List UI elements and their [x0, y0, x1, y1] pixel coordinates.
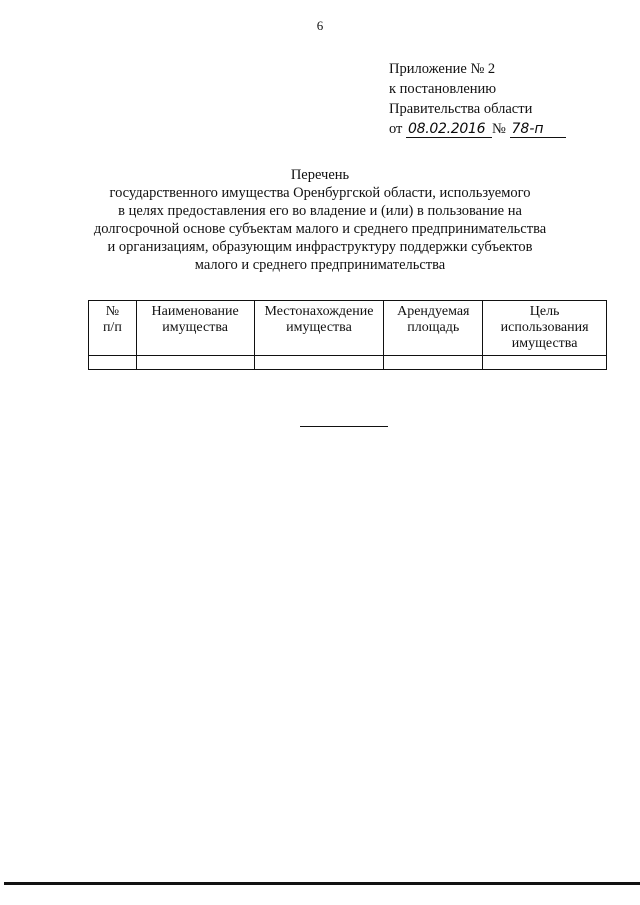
- appendix-authority: Правительства области: [389, 101, 533, 117]
- header-cell-location: [254, 301, 384, 356]
- header-cell-purpose: [483, 301, 607, 356]
- table-row: [89, 356, 607, 370]
- title-line: малого и среднего предпринимательства: [194, 257, 446, 273]
- appendix-from-label: от: [389, 121, 403, 137]
- header-text: имущества: [511, 336, 578, 351]
- document-title: [60, 166, 580, 274]
- header-text: Наименование: [151, 304, 239, 319]
- header-text: использования: [500, 320, 589, 335]
- table-cell: [384, 356, 483, 370]
- property-table: [88, 300, 607, 370]
- end-separator-line: [300, 426, 388, 427]
- title-line: государственного имущества Оренбургской области, используемого: [109, 185, 531, 201]
- scan-bottom-edge: [4, 882, 640, 885]
- appendix-reference: к постановлению: [389, 81, 497, 97]
- header-text: имущества: [286, 320, 352, 335]
- header-text: Цель: [529, 304, 560, 319]
- table-cell: [483, 356, 607, 370]
- header-text: п/п: [102, 320, 122, 335]
- header-text: Местонахождение: [264, 304, 374, 319]
- appendix-title: Приложение № 2: [389, 61, 496, 77]
- table-header-row: [89, 301, 607, 356]
- table-cell: [136, 356, 254, 370]
- appendix-number-handwritten: 78-п: [510, 121, 566, 138]
- header-cell-name: [136, 301, 254, 356]
- header-text: площадь: [407, 320, 460, 335]
- header-text: Арендуемая: [397, 304, 470, 319]
- page-number: 6: [316, 18, 324, 33]
- header-cell-area: [384, 301, 483, 356]
- header-cell-number: [89, 301, 137, 356]
- appendix-date-handwritten: 08.02.2016: [406, 121, 492, 138]
- title-line: долгосрочной основе субъектам малого и среднего предпринимательства: [93, 221, 547, 237]
- table-cell: [254, 356, 384, 370]
- header-text: имущества: [162, 320, 228, 335]
- header-text: №: [105, 304, 120, 319]
- appendix-date-line: [389, 119, 619, 139]
- table-cell: [89, 356, 137, 370]
- appendix-number-label: №: [492, 121, 506, 137]
- title-line: и организациям, образующим инфраструктуру поддержки субъектов: [107, 239, 533, 255]
- appendix-block: [389, 59, 619, 139]
- title-heading: Перечень: [290, 167, 350, 183]
- title-line: в целях предоставления его во владение и (или) в пользование на: [118, 203, 522, 219]
